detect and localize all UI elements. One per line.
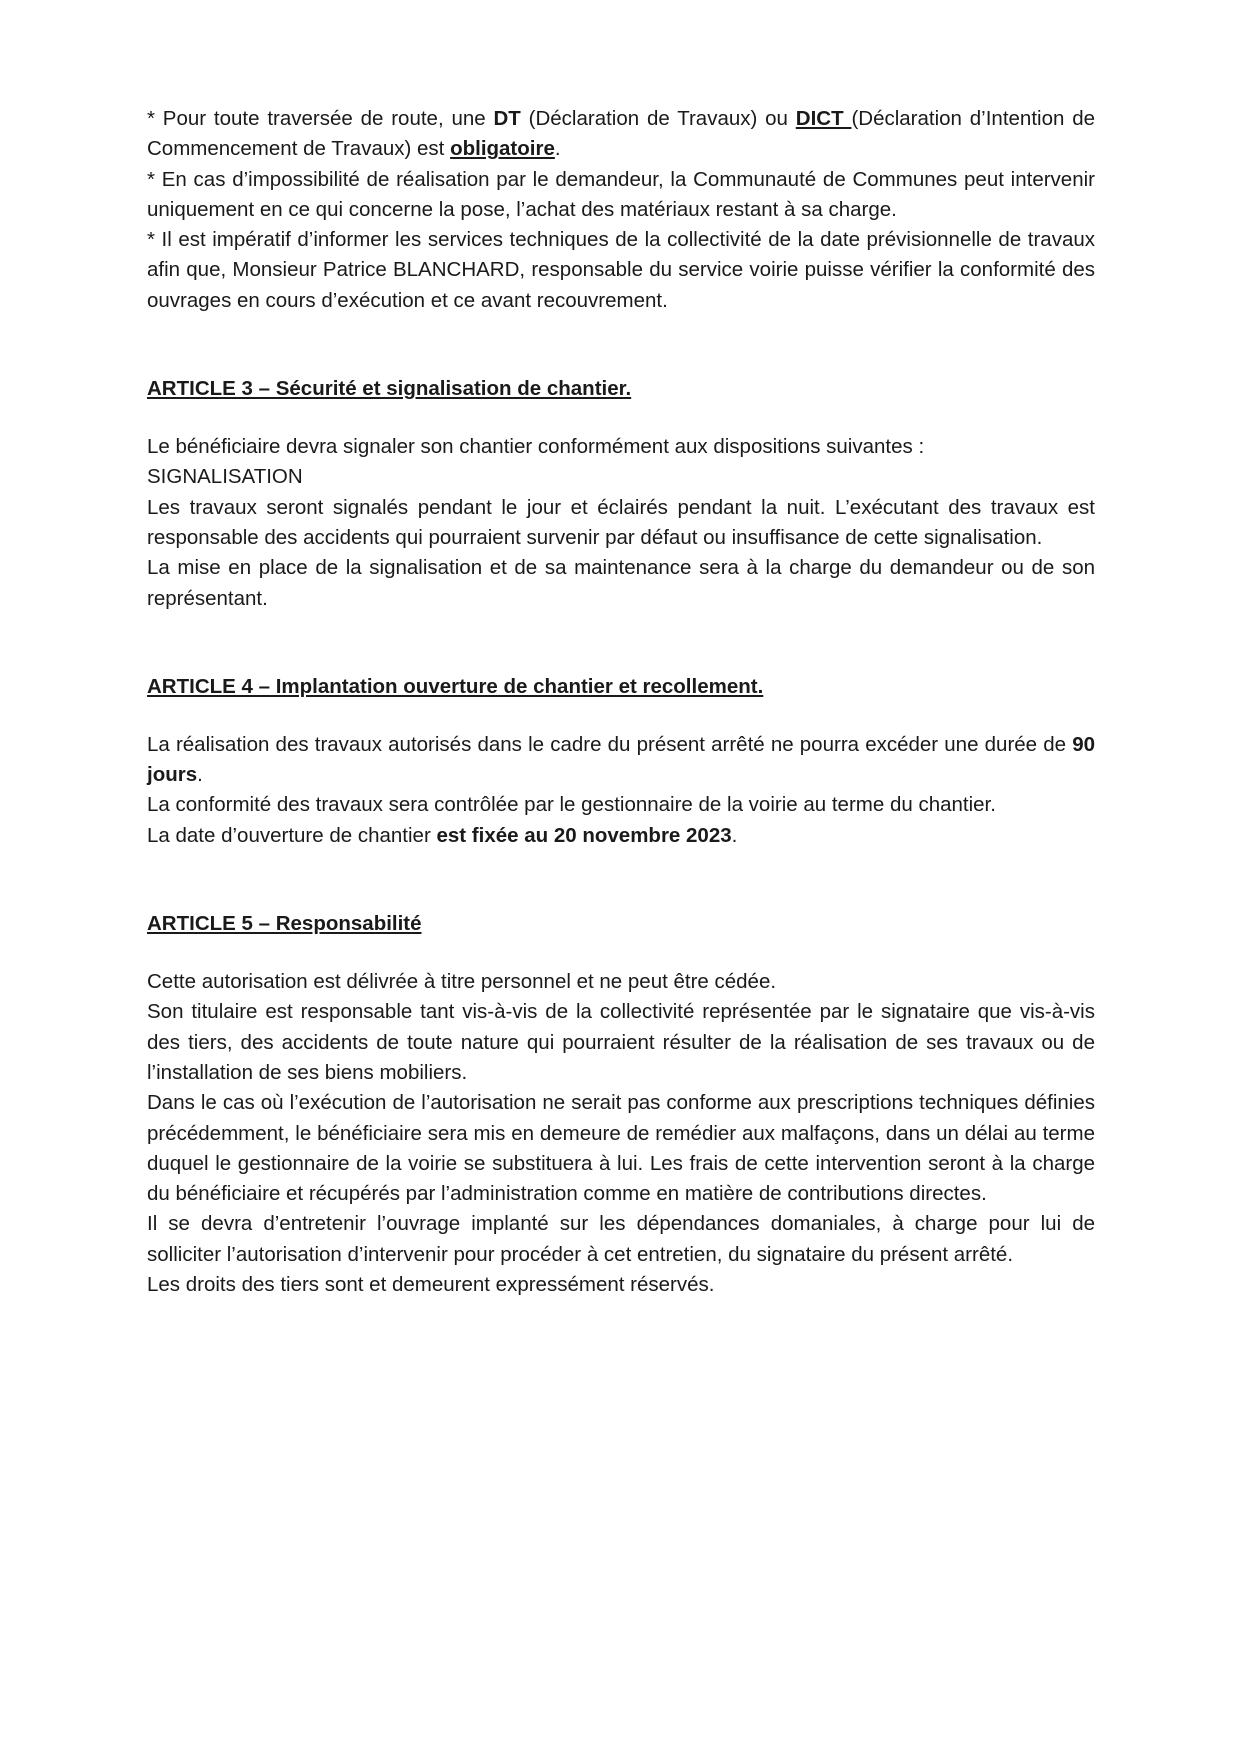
- article-5-paragraph-1: Cette autorisation est délivrée à titre personnel et ne peut être cédée.: [147, 970, 777, 994]
- text: (Déclaration de Travaux) ou: [520, 107, 796, 130]
- article-3-signalisation-label: SIGNALISATION: [147, 465, 303, 489]
- spacer: [147, 614, 1095, 672]
- spacer: [147, 939, 1095, 967]
- text: .: [554, 137, 561, 161]
- article-4-heading: ARTICLE 4 – Implantation ouverture de chantier et recollement.: [147, 674, 764, 698]
- article-5-paragraph-2: Son titulaire est responsable tant vis-à-vis de la collectivité représentée par le signataire que vis-à-vis des tiers, des accidents de toute nature qui pourraient résulter de la réalisation de ses travaux ou de l’installation de ses biens mobiliers.: [147, 1000, 1095, 1084]
- dt-bold: DT: [493, 107, 521, 130]
- article-3: [147, 374, 1095, 614]
- article-4-paragraph-3: [147, 821, 1095, 851]
- article-3-paragraph-1: Le bénéficiaire devra signaler son chantier conformément aux dispositions suivantes :: [147, 435, 925, 459]
- article-4: [147, 672, 1095, 851]
- intro-dt-dict-paragraph: [147, 104, 1095, 165]
- article-5-paragraph-4: Il se devra d’entretenir l’ouvrage implanté sur les dépendances domaniales, à charge pour lui de solliciter l’autorisation d’intervenir pour procéder à cet entretien, du signataire du présent arrêté.: [147, 1212, 1095, 1266]
- article-5-heading: ARTICLE 5 – Responsabilité: [147, 912, 422, 936]
- article-3-paragraph-3: Les travaux seront signalés pendant le jour et éclairés pendant la nuit. L’exécutant des travaux est responsable des accidents qui pourraient survenir par défaut ou insuffisance de cette signalisation.: [147, 495, 1095, 549]
- article-5-paragraph-5: Les droits des tiers sont et demeurent expressément réservés.: [147, 1273, 715, 1297]
- spacer: [147, 404, 1095, 432]
- article-5-paragraph-3: Dans le cas où l’exécution de l’autorisation ne serait pas conforme aux prescriptions techniques définies précédemment, le bénéficiaire sera mis en demeure de remédier aux malfaçons, dans un délai au terme duquel le gestionnaire de la voirie se substituera à lui. Les frais de cette intervention seront à la charge du bénéficiaire et récupérés par l’administration comme en matière de contributions directes.: [147, 1091, 1095, 1206]
- article-4-paragraph-2: La conformité des travaux sera contrôlée par le gestionnaire de la voirie au terme du chantier.: [147, 793, 996, 817]
- text: .: [731, 823, 738, 847]
- text: .: [197, 763, 203, 787]
- article-3-heading: ARTICLE 3 – Sécurité et signalisation de chantier.: [147, 377, 632, 401]
- document-page: [147, 104, 1095, 1300]
- intro-impossibility-paragraph: * En cas d’impossibilité de réalisation par le demandeur, la Communauté de Communes peut intervenir uniquement en ce qui concerne la pose, l’achat des matériaux restant à sa charge.: [147, 167, 1095, 221]
- article-5: [147, 909, 1095, 1300]
- text: La date d’ouverture de chantier: [147, 823, 437, 847]
- text: * Pour toute traversée de route, une: [147, 107, 494, 130]
- dict-bold-underline: DICT: [795, 107, 852, 130]
- spacer: [147, 316, 1095, 374]
- obligatoire-bold-underline: obligatoire: [450, 137, 555, 161]
- spacer: [147, 851, 1095, 909]
- intro-inform-paragraph: * Il est impératif d’informer les services techniques de la collectivité de la date prévisionnelle de travaux afin que, Monsieur Patrice BLANCHARD, responsable du service voirie puisse vérifier la conformité des ouvrages en cours d’exécution et ce avant recouvrement.: [147, 228, 1095, 312]
- text: La réalisation des travaux autorisés dans le cadre du présent arrêté ne pourra excéder une durée de: [147, 732, 1073, 756]
- article-3-paragraph-4: La mise en place de la signalisation et de sa maintenance sera à la charge du demandeur ou de son représentant.: [147, 556, 1095, 610]
- text: (Déclaration d’Intention de Commencement de Travaux) est: [147, 107, 1095, 161]
- spacer: [147, 702, 1095, 730]
- start-date-bold: est fixée au 20 novembre 2023: [436, 823, 732, 847]
- article-4-paragraph-1: [147, 730, 1095, 791]
- duration-bold: 90 jours: [147, 732, 1095, 787]
